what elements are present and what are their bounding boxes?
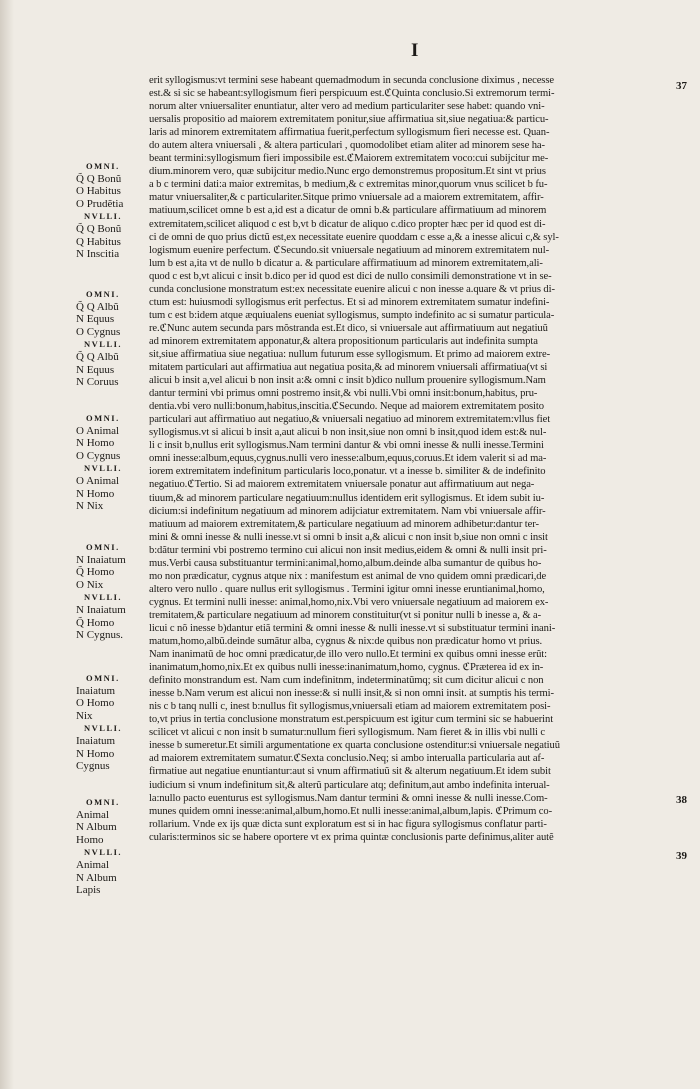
term-label: N Album [76, 871, 117, 884]
term-label: Homo [76, 833, 104, 846]
term-label: Q̃ Homo [76, 566, 115, 579]
text-line: ad minorem extremitatem apponatur,& altera propositionum particularis aut indefinita sumpta [149, 335, 538, 347]
term-group [72, 288, 122, 389]
text-line: inesse b.Nam verum est alicui non inesse:& si nulli insit,& si non omni insit. at sumptis his termi- [149, 688, 554, 700]
term-label: Q̃ Homo [76, 616, 115, 629]
text-line: matur vniuersaliter,& c particulariter.Sitque primo vniuersale ad a maiorem extremitatem, affir- [149, 192, 544, 204]
term-label: Q̃ Q Albũ [76, 350, 119, 363]
text-line: mo non prædicatur, cygnus atque nix : manifestum est animal de vno quidem omni prædicari,de [149, 570, 547, 582]
text-line: scilicet vt alicui c non insit b sumatur:nullum fieri syllogismum. Nam fieret & in illis vbi nulli c [149, 727, 546, 739]
text-line: definito monstrandum est. Nam cum indefinitnm, indeterminatũmq; sit cum dicitur alicui c non [149, 675, 544, 687]
term-group [72, 160, 123, 261]
text-line: rollarium. Vnde ex ijs quæ dicta sunt exploratum est si in hac figura syllogismus conflatur parti- [149, 818, 547, 830]
text-line: mitatem particulari aut affirmatiua aut negatiua posita,& ad minorem vniuersali affirmatiua(vt si [149, 362, 548, 374]
term-label: Inaiatum [76, 734, 116, 747]
text-line: a b c termini dati:a maior extremitas, b medium,& c extremitas minor,quorum vnus scilicet b fu- [149, 179, 548, 191]
term-label: N Equus [76, 363, 115, 376]
text-line: alicui b insit a,vel alicui b non insit a:& omni c insit b)dico nullum prouenire syllogismum.Nam [149, 375, 546, 387]
text-line: li c insit b,nullus erit syllogismus.Nam termini dantur & vbi omni inesse & nulli inesse.Termini [149, 440, 544, 452]
text-line: uersalis propositio ad maiorem extremitatem ponitur,siue affirmatiua sit,siue negatiua:& particu- [149, 114, 549, 126]
text-line: dentia.vbi vero nulli:bonum,habitus,inscitia.ℭSecundo. Neque ad maiorem extremitatem posito [149, 401, 544, 413]
term-label: N Homo [76, 437, 115, 450]
page-gutter-shadow [0, 0, 14, 1089]
term-label: O Nix [76, 578, 104, 591]
term-label: O Cygnus [76, 325, 121, 338]
text-line: beant termini:syllogismum fieri impossibile est.ℭMaiorem extremitatem voco:cui subijcitur me- [149, 153, 549, 165]
term-label: N Equus [76, 313, 115, 326]
text-line: laris ad minorem extremitatem affirmatiua fuerit,perfectum syllogismum fieri necesse est. Quan- [149, 127, 550, 139]
text-line: inanimatum,homo,nix.Et ex quibus nulli inesse:inanimatum,homo, cygnus. ℭPræterea id ex in- [149, 662, 544, 674]
text-line: la:nullo pacto euenturus est syllogismus.Nam dantur termini & omni inesse & nulli inesse.Com- [149, 792, 548, 804]
omni-header: OMNI. [86, 797, 120, 807]
omni-header: OMNI. [86, 161, 120, 171]
text-line: inesse b sumeretur.Et simili argumentatione ex quarta conclusione ostenditur:si vniuersale negatiuũ [149, 740, 560, 752]
text-line: matiuum ad maiorem extremitatem,& particulare negatiuum ad minorem adhibetur:dantur ter- [149, 518, 539, 530]
text-line: to,vt prius in tertia conclusione monstratum est.perspicuum est igitur cum termini sic se habuerint [149, 714, 554, 726]
text-line: lum b est a,ita vt de nullo b dicatur a. & particulare affirmatiuum ad minorem extremitatem,ali- [149, 257, 543, 269]
text-line: do autem altera vniuersali , & altera particulari , quomodolibet etiam aliter ad minorem sese ha- [149, 140, 545, 152]
text-line: syllogismus.vt si alicui b insit a,aut alicui b non insit,siue non omni b insit,quod idem est:& nul- [149, 427, 547, 439]
term-label: Q̃ Q Bonũ [76, 172, 122, 185]
text-line: mini & omni inesse & nulli inesse.vt si omni b insit a,& alicui c non insit b,siue non omni c insit [149, 531, 548, 543]
text-line: matum,homo,albũ.deinde sumãtur alba, cygnus & nix:de quibus non prædicatur homo vt prius. [149, 636, 543, 648]
nulli-header: NVLLI. [84, 592, 123, 603]
text-line: tremitatem,& particulare negatiuum ad minorem constituitur(vt si ponitur nulli b inesse a, & a- [149, 609, 542, 621]
term-label: Q̃ Q Albũ [76, 300, 119, 313]
text-line: quod c est b,vt alicui c insit b.dico per id quod est dici de nullo consimili demonstratione vt in se- [149, 270, 552, 282]
nulli-header: NVLLI. [84, 339, 123, 350]
text-line: dantur termini vbi primus omni postremo insit,& vbi nulli.Vbi omni insit:bonum,habitus, pru- [149, 388, 538, 400]
omni-header: OMNI. [86, 413, 120, 423]
text-line: dium.minorem vero, quæ subijcitur medio.Nunc ergo demonstremus propositum.Et sint vt prius [149, 166, 546, 178]
term-label: Nix [76, 709, 93, 722]
nulli-header: NVLLI. [84, 723, 123, 734]
nulli-header: NVLLI. [84, 847, 123, 858]
text-line: mus.Verbi causa substituantur termini:animal,homo,album.deinde alba sumantur de quibus ho- [149, 557, 542, 569]
term-label: N Nix [76, 500, 104, 513]
term-label: O Homo [76, 697, 115, 710]
term-label: Animal [76, 808, 109, 821]
term-label: Animal [76, 858, 109, 871]
text-line: norum alter vniuersaliter enuntiatur, alter vero ad medium particulariter sese habet: quando vni- [149, 101, 545, 113]
term-label: Inaiatum [76, 684, 116, 697]
text-line: re.ℭNunc autem secunda pars mõstranda est.Et dico, si vniuersale aut affirmatiuum aut negatiuũ [149, 322, 548, 334]
text-line: ad maiorem extremitatem sumatur.ℭSexta conclusio.Neq; si ambo interualla particularia aut af- [149, 753, 545, 765]
term-group [72, 412, 122, 513]
term-group [72, 541, 126, 642]
margin-number: 37 [676, 80, 687, 92]
term-label: N Inaiatum [76, 603, 126, 616]
term-label: O Prudẽtia [76, 197, 124, 210]
term-label: Q Habitus [76, 235, 121, 248]
term-label: N Cygnus. [76, 629, 124, 642]
text-line: licui c nõ inesse b)dantur etiã termini & omni inesse & nulli inesse.vt si substituatur termini inani- [149, 622, 556, 634]
text-line: tiuum,& ad minorem particulare negatiuum:nullus identidem erit syllogismus. Et idem subit iu- [149, 492, 545, 504]
text-line: Nam inanimatũ de hoc omni prædicatur,de illo vero nullo.Et termini ex quibus omni inesse erũt: [149, 649, 547, 661]
text-line: extremitatem,scilicet aliquod c est b,vt b dicatur de aliquo c.dico propter hæc per id quod est di- [149, 218, 546, 230]
term-label: N Homo [76, 747, 115, 760]
text-line: logismum euenire perfectum. ℭSecundo.sit vniuersale negatiuum ad minorem extremitatem nul- [149, 244, 550, 256]
term-group [72, 672, 122, 773]
text-line: particulari aut affirmatiuo aut negatiuo,& vniuersali negatiuo ad minorem extremitatem:vllus fiet [149, 414, 551, 426]
text-line: firmatiue aut negatiue enuntiantur:aut si vnum affirmatiuũ sit & alterum negatiuum.Et idem subit [149, 766, 551, 778]
page-number: I [411, 40, 419, 61]
term-label: Lapis [76, 884, 101, 897]
text-line: nis c b tanq nulli c, inest b:nullus fit syllogismus,vniuersali etiam ad maiorem extremitatem posi- [149, 701, 551, 713]
nulli-header: NVLLI. [84, 463, 123, 474]
term-label: N Inscitia [76, 248, 120, 261]
text-line: munes quidem omni inesse:animal,album,homo.Et nulli inesse:animal,album,lapis. ℭPrimum co- [149, 805, 553, 817]
text-line: iorem extremitatem indefinitum particularis loco,ponatur. vt a inesse b. similiter & de indefinito [149, 466, 546, 478]
text-line: cunda conclusione monstratum est:ex necessitate euenire alicui c non inesse a.quare & vt prius di- [149, 283, 555, 295]
text-line: altero vero nullo . quare nullus erit syllogismus . Termini igitur omni inesse eruntianimal,homo, [149, 583, 545, 595]
term-label: O Animal [76, 424, 120, 437]
term-label: O Animal [76, 474, 120, 487]
text-line: cygnus. Et termini nulli inesse: animal,homo,nix.Vbi vero vniuersale negatiuum ad maiorem ex- [149, 596, 549, 608]
text-line: tum c est b:idem atque æquiualens eueniat syllogismus, sumpto indefinito ac si sumatur particula- [149, 309, 555, 321]
omni-header: OMNI. [86, 673, 120, 683]
term-label: O Cygnus [76, 449, 121, 462]
term-label: N Coruus [76, 376, 119, 389]
text-line: omni inesse:album,equus,cygnus.nulli vero inesse:album,equus,coruus.Et idem valerit si ad ma- [149, 453, 547, 465]
text-line: erit syllogismus:vt termini sese habeant quemadmodum in secunda conclusione diximus , necesse [149, 75, 554, 86]
term-label: N Inaiatum [76, 553, 126, 566]
text-line: matiuum,scilicet omne b est a,id est a dicatur de omni b.& particulare affirmatiuum ad minorem [149, 205, 547, 217]
margin-number: 39 [676, 850, 687, 862]
term-label: N Album [76, 821, 117, 834]
term-label: O Habitus [76, 185, 121, 198]
text-line: ctum est: huiusmodi syllogismus erit perfectus. Et si ad minorem extremitatem sumatur indefini- [149, 296, 550, 308]
nulli-header: NVLLI. [84, 211, 123, 222]
omni-header: OMNI. [86, 542, 120, 552]
main-text-body [149, 74, 679, 844]
text-line: est.& si sic se habeant:syllogismum fieri perspicuum est.ℭQuinta conclusio.Si extremorum termi- [149, 88, 555, 100]
text-line: iudicium si vnum indefinitum sit,& alterũ particulare atq; definitum,aut ambo indefinita interual- [149, 779, 550, 791]
text-line: dicium:si indefinitum negatiuum ad minorem adijciatur extremitatem. Nam vbi vniuersale affir- [149, 505, 546, 517]
term-label: N Homo [76, 487, 115, 500]
text-line: sit,siue affirmatiua siue negatiua: nullum futurum esse syllogismum. Et primo ad maiorem extre- [149, 348, 551, 360]
text-line: b:dãtur termini vbi postremo termino cui alicui non insit medius,eidem & omni & nulli insit pri- [149, 544, 547, 556]
margin-number: 38 [676, 794, 687, 806]
text-line: ci de omni de quo prius dictũ est,ex necessitate euenire quoddam c esse a,& a inesse alicui c,& syl- [149, 231, 559, 243]
term-label: Cygnus [76, 760, 110, 773]
text-line: negatiuo.ℭTertio. Si ad maiorem extremitatem vniuersale ponatur aut affirmatiuum aut nega- [149, 479, 535, 491]
text-line: cularis:terminos sic se habere oportere vt ex prima quintæ conclusionis parte definimus,aliter autẽ [149, 831, 554, 843]
term-group [72, 796, 122, 897]
term-label: Q̃ Q Bonũ [76, 222, 122, 235]
omni-header: OMNI. [86, 289, 120, 299]
